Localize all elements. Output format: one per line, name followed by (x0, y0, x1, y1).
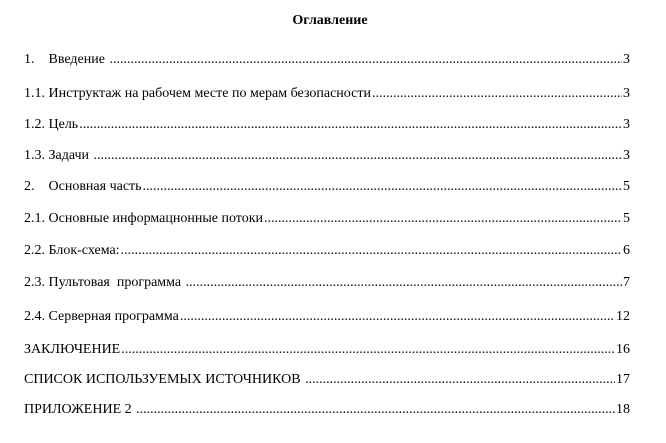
toc-entry-label: 2.4. Серверная программа (24, 309, 179, 324)
dot-leader (136, 400, 615, 420)
toc-entry-appendix-2 (24, 400, 630, 420)
toc-entry-page: 3 (623, 117, 630, 132)
toc-entry-page: 17 (616, 372, 630, 387)
toc-entry-label: 1.3. Задачи (24, 148, 93, 163)
toc-entry-page: 3 (623, 52, 630, 67)
toc-entry-page: 16 (616, 342, 630, 357)
toc-entry-label: ПРИЛОЖЕНИЕ 2 (24, 402, 136, 417)
toc-entry-page: 7 (623, 275, 630, 290)
toc-entry-page: 12 (616, 309, 630, 324)
toc-entry-page: 3 (623, 148, 630, 163)
toc-entry-console-program (24, 273, 630, 293)
toc-entry-tasks (24, 146, 630, 166)
toc-entry-conclusion (24, 340, 630, 360)
toc-entry-label: ЗАКЛЮЧЕНИЕ (24, 342, 121, 357)
toc-entry-safety-instruction (24, 84, 630, 104)
dot-leader (372, 84, 622, 104)
dot-leader (94, 146, 622, 166)
toc-entry-goal (24, 115, 630, 135)
toc-entry-label: 1.2. Цель (24, 117, 79, 132)
toc-entry-label: 2. Основная часть (24, 179, 142, 194)
toc-entry-page: 18 (616, 402, 630, 417)
toc-entry-label: 2.2. Блок-схема: (24, 243, 120, 258)
dot-leader (264, 209, 622, 229)
dot-leader (79, 115, 622, 135)
dot-leader (121, 241, 622, 261)
toc-entry-information-flows (24, 209, 630, 229)
toc-entry-flowchart (24, 241, 630, 261)
toc-entry-main-part (24, 177, 630, 197)
dot-leader (121, 340, 615, 360)
toc-title: Оглавление (292, 13, 368, 28)
toc-entry-page: 5 (623, 211, 630, 226)
toc-entry-page: 6 (623, 243, 630, 258)
toc-entry-introduction (24, 50, 630, 70)
dot-leader (109, 50, 622, 70)
toc-entry-references (24, 370, 630, 390)
dot-leader (180, 307, 615, 327)
dot-leader (186, 273, 622, 293)
toc-entry-page: 5 (623, 179, 630, 194)
toc-entry-label: 2.1. Основные информацнонные потоки (24, 211, 263, 226)
toc-entry-label: 1. Введение (24, 52, 109, 67)
toc-entry-label: 2.3. Пультовая программа (24, 275, 185, 290)
toc-entry-server-program (24, 307, 630, 327)
dot-leader (143, 177, 622, 197)
toc-entry-label: 1.1. Инструктаж на рабочем месте по мерам безопасности (24, 86, 371, 101)
toc-entry-label: СПИСОК ИСПОЛЬЗУЕМЫХ ИСТОЧНИКОВ (24, 372, 305, 387)
dot-leader (305, 370, 615, 390)
toc-entry-page: 3 (623, 86, 630, 101)
